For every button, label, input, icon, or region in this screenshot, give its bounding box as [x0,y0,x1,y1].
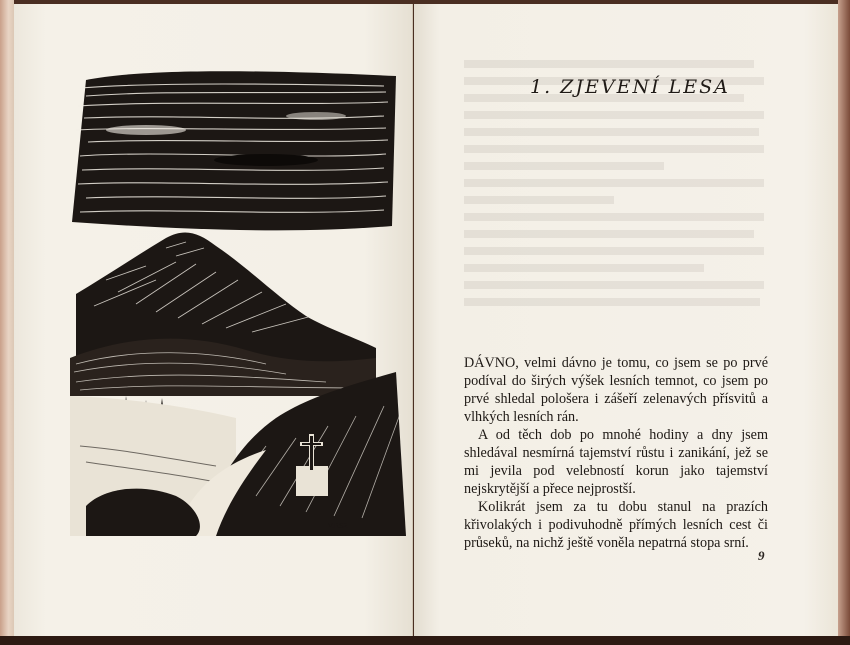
body-text [464,354,768,552]
page-number: 9 [758,548,765,563]
chapter-title: 1. ZJEVENÍ LESA [530,76,730,98]
sky-clouds [72,71,396,230]
paragraph-3: Kolikrát jsem za tu dobu stanul na prazích křivolakých i podivuhodně přímých lesních cest či průseků, na nichž ještě voněla nepatrná stopa srní. [464,499,768,551]
artist-signature: V.RS2 [328,522,348,530]
left-page-edge [0,0,14,645]
woodcut-illustration [66,66,416,536]
bottom-background [0,636,850,645]
paragraph-2: A od těch dob po mnohé hodiny a dny jsem shledával nesmírná tajemství růstu i zanikání, jež se mi jevila pod velebností korun jako tajemství nejskrytější a přece nejprostší. [464,427,768,497]
right-page-edge [838,0,850,645]
paragraph-1: DÁVNO, velmi dávno je tomu, co jsem se po prvé podíval do širých výšek lesních temnot, co jsem po prvé shledal pološera i zášeří zelenavých přísvitů a vlhkých lesních rán. [464,355,768,425]
